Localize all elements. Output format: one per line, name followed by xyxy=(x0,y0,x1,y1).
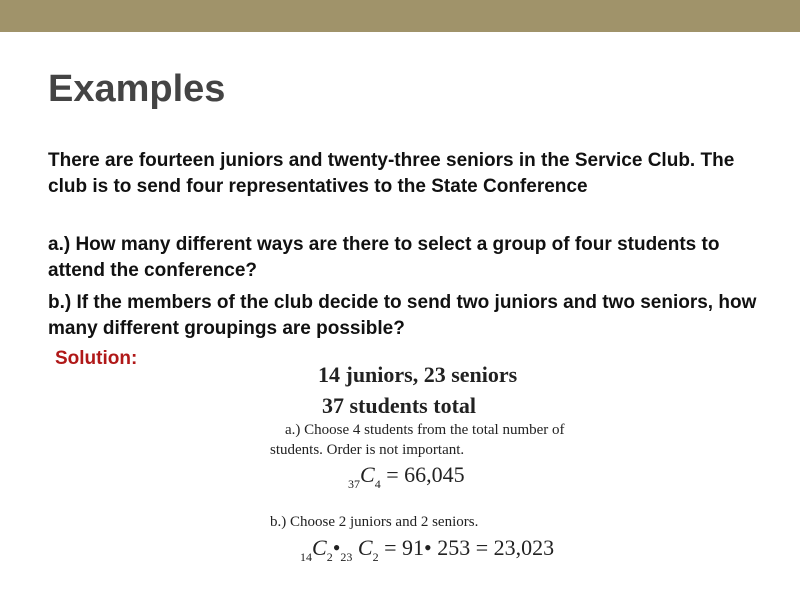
solution-headline-1: 14 juniors, 23 seniors xyxy=(318,362,518,387)
part-a-text-line-1: a.) Choose 4 students from the total number of xyxy=(285,422,565,438)
combination-equation-b xyxy=(300,535,554,565)
solution-label: Solution: xyxy=(55,348,138,369)
top-banner xyxy=(0,0,800,32)
eq-b-n1: 14 xyxy=(300,550,312,564)
eq-b-dot: • xyxy=(332,535,341,560)
eq-a-k: 4 xyxy=(374,477,381,491)
question-b: b.) If the members of the club decide to send two juniors and two seniors, how many different groupings are possible? xyxy=(48,292,757,339)
question-a: a.) How many different ways are there to select a group of four students to attend the conference? xyxy=(48,234,720,281)
eq-b-k1: 2 xyxy=(326,550,333,564)
eq-b-k2: 2 xyxy=(372,550,379,564)
combination-equation-a xyxy=(348,462,465,492)
slide-title: Examples xyxy=(48,68,226,110)
eq-b-n2: 23 xyxy=(340,550,353,564)
problem-statement: There are fourteen juniors and twenty-three seniors in the Service Club. The club is to send four representatives to the State Conference xyxy=(48,150,735,197)
eq-a-result: = 66,045 xyxy=(386,462,465,487)
eq-a-n: 37 xyxy=(348,477,360,491)
part-b-text: b.) Choose 2 juniors and 2 seniors. xyxy=(270,514,479,530)
eq-b-result: = 91• 253 = 23,023 xyxy=(384,535,555,560)
eq-a-C: C xyxy=(360,462,375,487)
eq-b-C1: C xyxy=(312,535,327,560)
part-a-text-line-2: students. Order is not important. xyxy=(270,442,465,458)
eq-b-C2: C xyxy=(357,535,373,560)
solution-headline-2: 37 students total xyxy=(322,393,477,418)
